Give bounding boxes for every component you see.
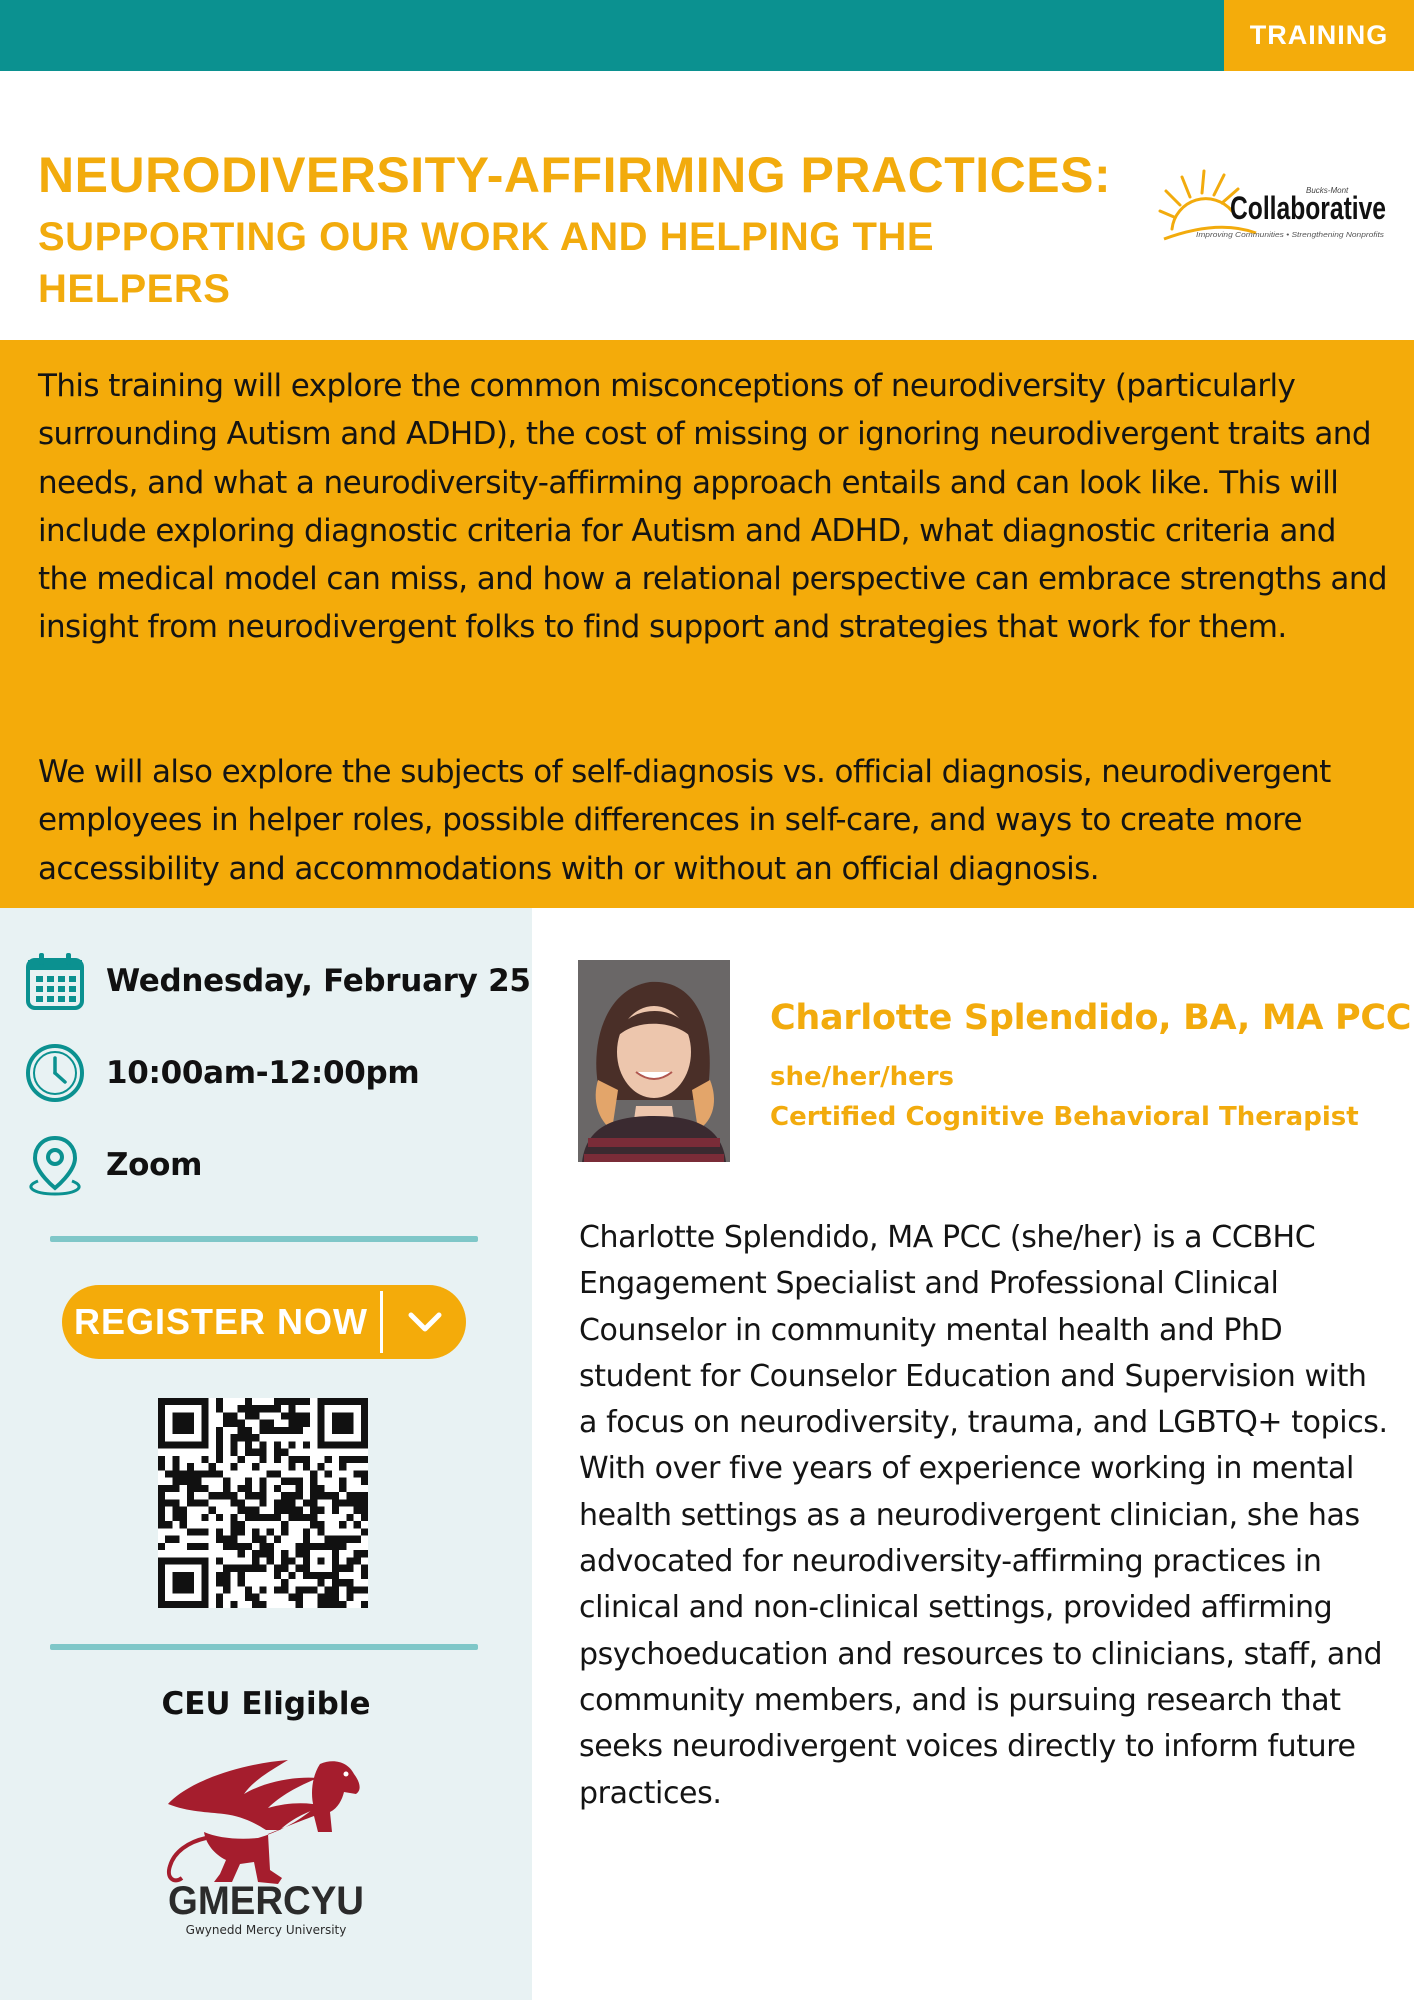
- location-pin-icon: [24, 1134, 86, 1196]
- date-row: [24, 950, 531, 1012]
- ceu-eligible-label: CEU Eligible: [161, 1686, 371, 1722]
- chevron-down-icon[interactable]: [383, 1311, 466, 1333]
- top-bar: [0, 0, 1414, 71]
- gwynedd-mercy-logo: [148, 1742, 384, 1938]
- divider: [50, 1236, 478, 1242]
- description-paragraph-2: We will also explore the subjects of self-diagnosis vs. official diagnosis, neurodivergent employees in helper roles, possible differences in self-care, and ways to create more accessibility and accommodations with or without an official diagnosis.: [38, 754, 1331, 887]
- description-paragraph-1: This training will explore the common misconceptions of neurodiversity (particularly surrounding Autism and ADHD), the cost of missing or ignoring neurodivergent traits and needs, and what a neurodiversity-affirming approach entails and can look like. This will include exploring diagnostic criteria for Autism and ADHD, what diagnostic criteria and the medical model can miss, and how a relational perspective can embrace strengths and insight from neurodivergent folks to find support and strategies that work for them.: [38, 368, 1387, 646]
- speaker-name: Charlotte Splendido, BA, MA PCC: [770, 998, 1412, 1038]
- speaker-bio: Charlotte Splendido, MA PCC (she/her) is a CCBHC Engagement Specialist and Professional Clinical Counselor in community mental health and PhD student for Counselor Education and Supervision with a focus on neurodiversity, trauma, and LGBTQ+ topics. With over five years of experience working in mental health settings as a neurodivergent clinician, she has advocated for neurodiversity-affirming practices in clinical and non-clinical settings, provided affirming psychoeducation and resources to clinicians, staff, and community members, and is pursuing research that seeks neurodivergent voices directly to inform future practices.: [579, 1220, 1388, 1811]
- title-line-1: NEURODIVERSITY-AFFIRMING PRACTICES:: [38, 147, 1112, 203]
- event-date: Wednesday, February 25: [106, 963, 531, 999]
- speaker-pronouns: she/her/hers: [770, 1062, 955, 1092]
- divider: [50, 1644, 478, 1650]
- event-location: Zoom: [106, 1147, 203, 1183]
- calendar-icon: [24, 950, 86, 1012]
- speaker-photo: [578, 960, 730, 1162]
- page-title: [38, 145, 1118, 315]
- university-full-name: Gwynedd Mercy University: [185, 1923, 347, 1937]
- logo-tagline: Improving Communities • Strengthening Nonprofits: [1196, 230, 1385, 239]
- university-short-name: GMERCYU: [168, 1879, 364, 1923]
- time-row: [24, 1042, 419, 1104]
- logo-name: Collaborative: [1230, 190, 1386, 226]
- register-now-label: REGISTER NOW: [73, 1301, 368, 1342]
- location-row: [24, 1134, 202, 1196]
- training-tag: TRAINING: [1224, 0, 1414, 71]
- logo-small-text: Bucks-Mont: [1306, 186, 1349, 195]
- registration-qr-code[interactable]: [158, 1398, 368, 1608]
- register-now-button[interactable]: [62, 1285, 466, 1359]
- clock-icon: [24, 1042, 86, 1104]
- sun-icon: [1160, 171, 1238, 229]
- description-block: [0, 340, 1414, 908]
- griffin-icon: [168, 1760, 360, 1884]
- event-time: 10:00am-12:00pm: [106, 1055, 420, 1091]
- speaker-credential: Certified Cognitive Behavioral Therapist: [770, 1102, 1359, 1132]
- title-line-2: SUPPORTING OUR WORK AND HELPING THE HELPERS: [38, 215, 935, 311]
- collaborative-logo: [1158, 165, 1388, 255]
